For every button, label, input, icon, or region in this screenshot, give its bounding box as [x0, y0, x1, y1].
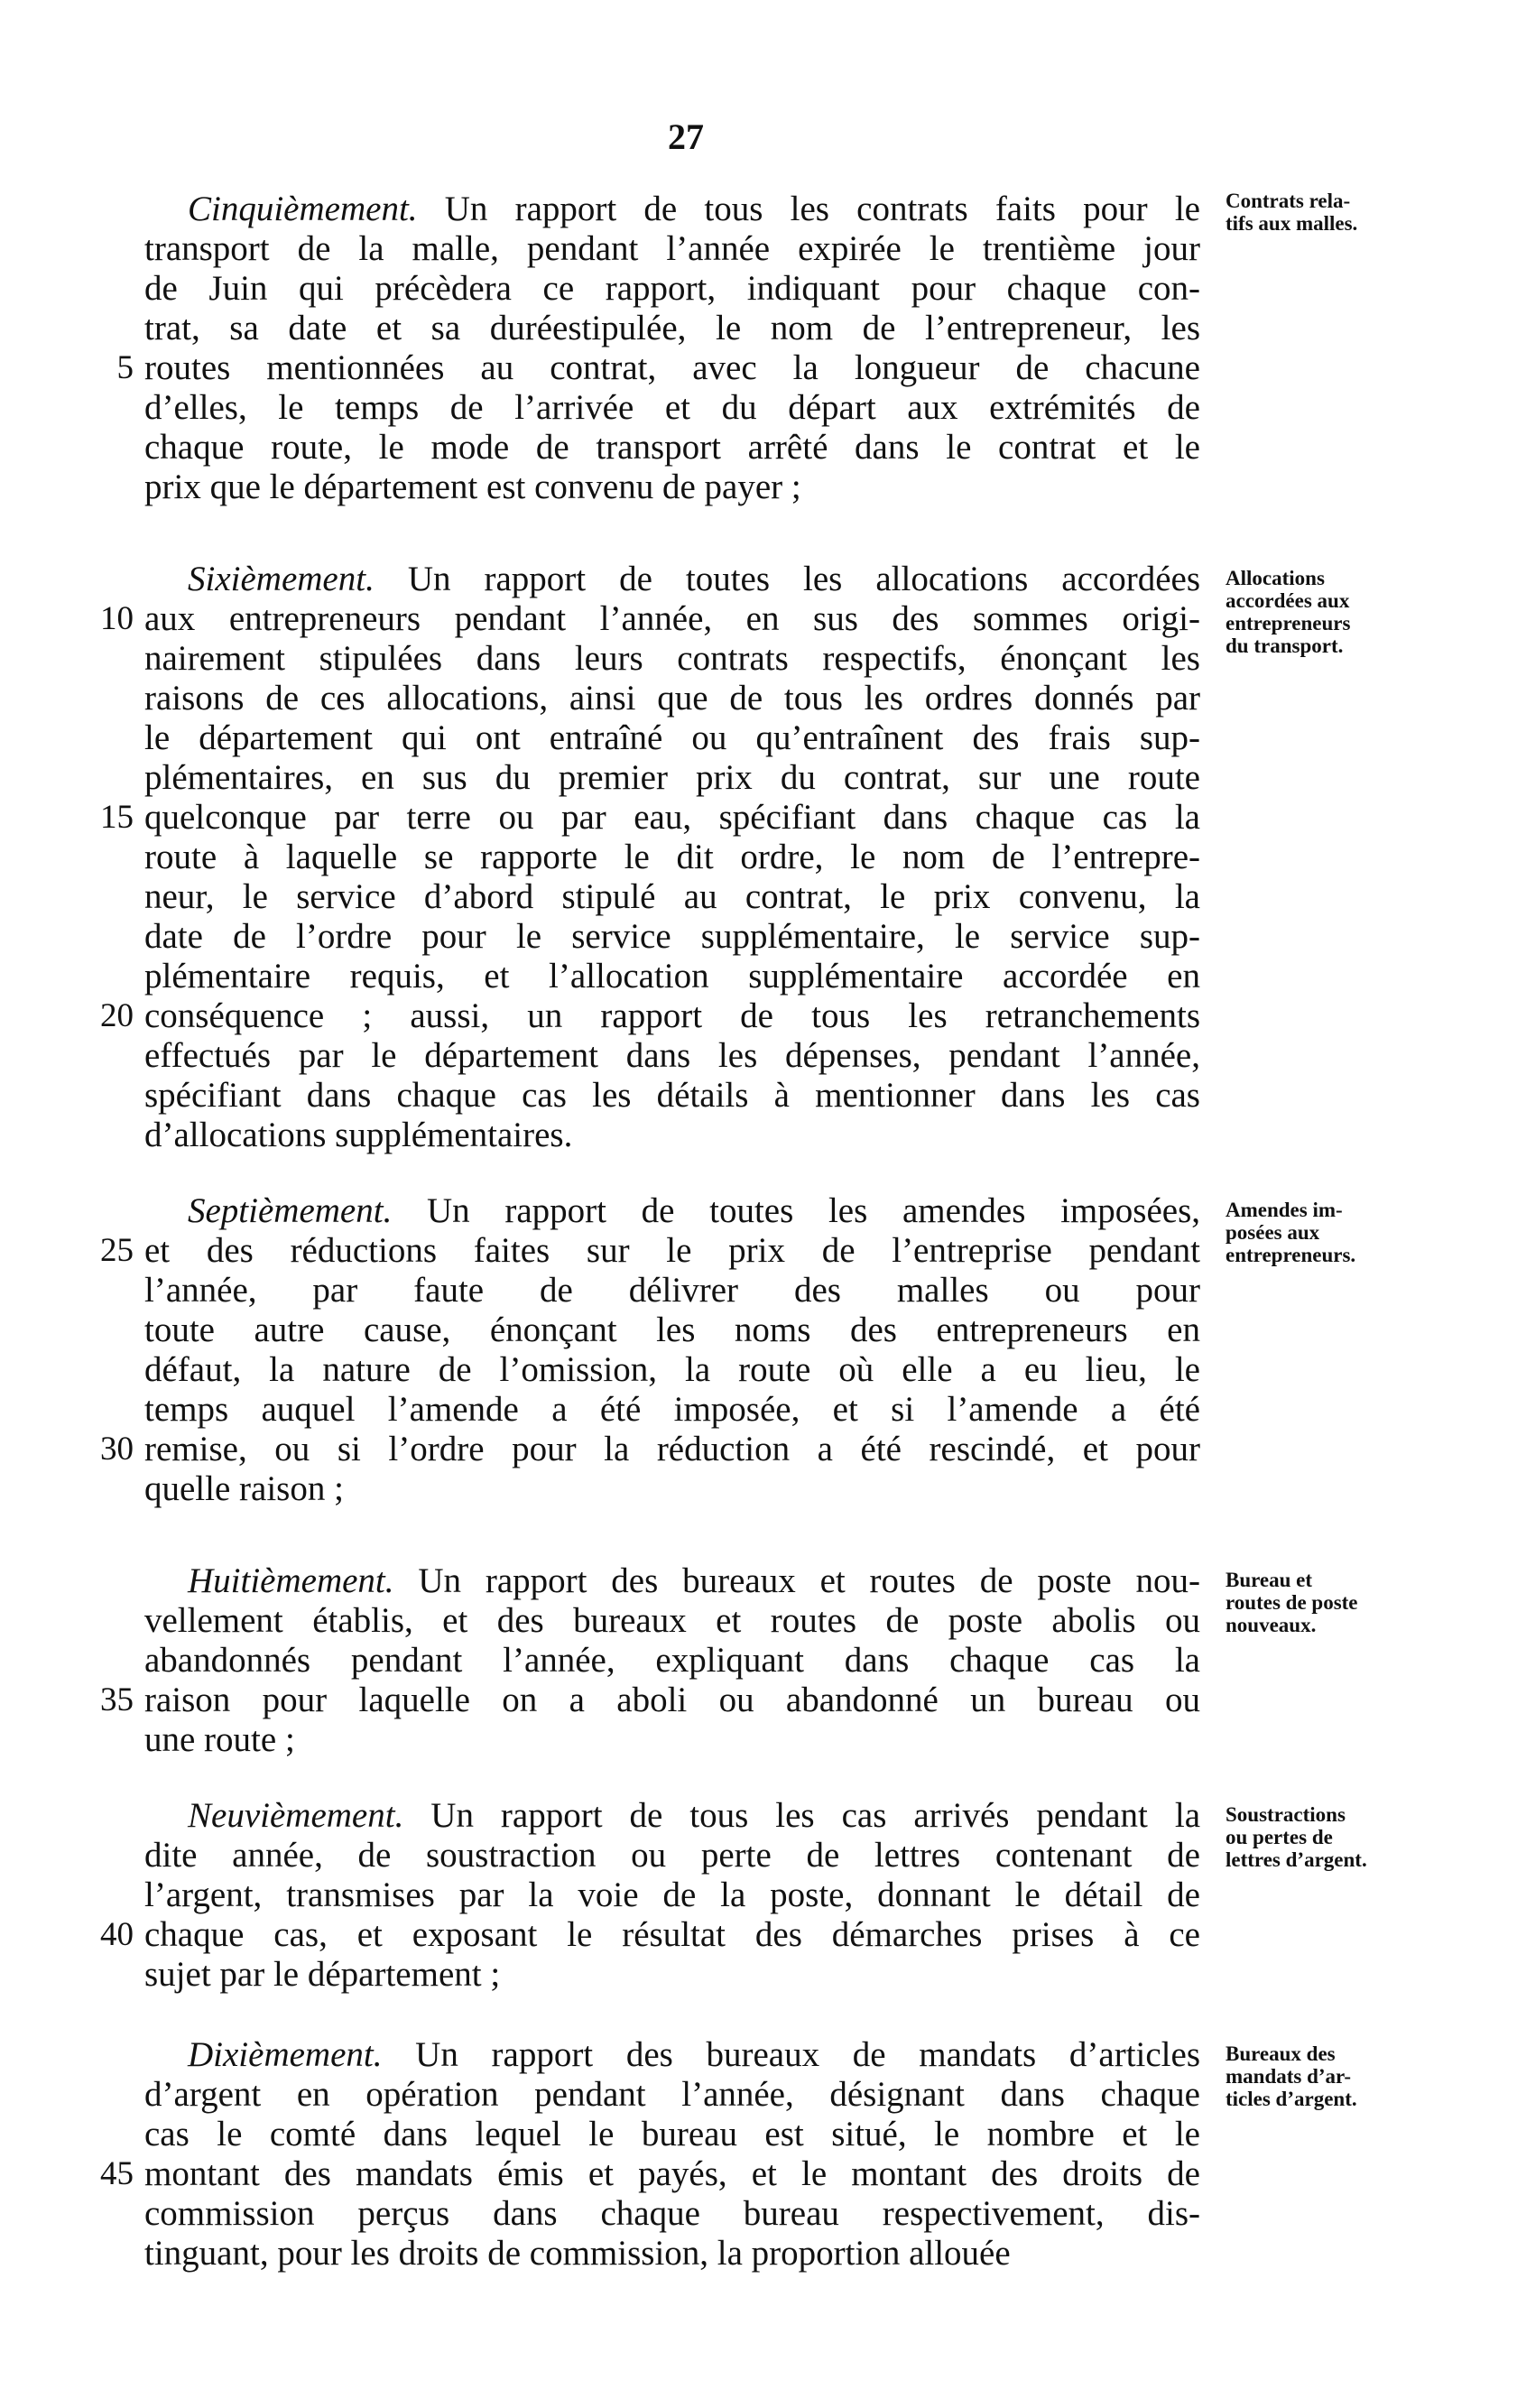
body-line: raisons de ces allocations, ainsi que de tous les ordres donnés par	[144, 679, 1200, 718]
body-line: chaque cas, et exposant le résultat des démarches prises à ce	[144, 1915, 1200, 1954]
body-line: neur, le service d’abord stipulé au contrat, le prix convenu, la	[144, 877, 1200, 916]
section-heading: Sixièmement.	[188, 560, 375, 598]
body-line: route à laquelle se rapporte le dit ordre, le nom de l’entrepre-	[144, 838, 1200, 876]
body-line: Dixièmement. Un rapport des bureaux de mandats d’articles	[188, 2035, 1200, 2074]
body-line: conséquence ; aussi, un rapport de tous les retranchements	[144, 996, 1200, 1035]
body-line: cas le comté dans lequel le bureau est situé, le nombre et le	[144, 2115, 1200, 2153]
line-number: 10	[100, 600, 134, 637]
body-line: vellement établis, et des bureaux et routes de poste abolis ou	[144, 1601, 1200, 1640]
margin-note-line: du transport.	[1226, 634, 1344, 657]
margin-note	[1226, 2042, 1487, 2110]
body-line: une route ;	[144, 1720, 295, 1759]
margin-note	[1226, 1199, 1487, 1266]
line-number: 30	[100, 1431, 134, 1468]
line-number: 20	[100, 997, 134, 1034]
margin-note-line: entrepreneurs.	[1226, 1244, 1356, 1266]
body-line: date de l’ordre pour le service supplémentaire, le service sup-	[144, 917, 1200, 956]
body-line: commission perçus dans chaque bureau respectivement, dis-	[144, 2194, 1200, 2233]
line-number: 5	[116, 349, 134, 386]
line-number: 35	[100, 1681, 134, 1718]
margin-note-line: Contrats rela-	[1226, 190, 1351, 212]
body-line: sujet par le département ;	[144, 1955, 501, 1994]
body-line: dite année, de soustraction ou perte de lettres contenant de	[144, 1836, 1200, 1875]
margin-note-line: Bureaux des	[1226, 2042, 1336, 2065]
section-heading: Cinquièmement.	[188, 190, 418, 228]
margin-note-line: routes de poste	[1226, 1591, 1358, 1614]
section-heading: Septièmement.	[188, 1191, 393, 1230]
body-line: raison pour laquelle on a aboli ou abandonné un bureau ou	[144, 1681, 1200, 1719]
body-line: temps auquel l’amende a été imposée, et si l’amende a été	[144, 1390, 1200, 1429]
body-line: chaque route, le mode de transport arrêté dans le contrat et le	[144, 428, 1200, 467]
body-line: l’argent, transmises par la voie de la poste, donnant le détail de	[144, 1875, 1200, 1914]
margin-note-line: Soustractions	[1226, 1803, 1346, 1826]
margin-note	[1226, 190, 1487, 235]
section-heading: Neuvièmement.	[188, 1796, 404, 1835]
body-line: d’argent en opération pendant l’année, désignant dans chaque	[144, 2075, 1200, 2114]
body-line: quelle raison ;	[144, 1469, 344, 1508]
body-line: nairement stipulées dans leurs contrats respectifs, énonçant les	[144, 639, 1200, 678]
margin-note-line: mandats d’ar-	[1226, 2065, 1352, 2088]
body-line: et des réductions faites sur le prix de l’entreprise pendant	[144, 1231, 1200, 1270]
body-line: plémentaires, en sus du premier prix du contrat, sur une route	[144, 758, 1200, 797]
section-heading: Huitièmement.	[188, 1561, 394, 1600]
body-line: effectués par le département dans les dépenses, pendant l’année,	[144, 1036, 1200, 1075]
section-heading: Dixièmement.	[188, 2035, 383, 2074]
margin-note	[1226, 1803, 1487, 1871]
body-line: de Juin qui précèdera ce rapport, indiquant pour chaque con-	[144, 269, 1200, 308]
margin-note-line: tifs aux malles.	[1226, 212, 1358, 235]
margin-note-line: nouveaux.	[1226, 1614, 1317, 1636]
body-line: défaut, la nature de l’omission, la route où elle a eu lieu, le	[144, 1350, 1200, 1389]
body-line: plémentaire requis, et l’allocation supplémentaire accordée en	[144, 957, 1200, 996]
line-number: 15	[100, 799, 134, 836]
body-line: routes mentionnées au contrat, avec la longueur de chacune	[144, 348, 1200, 387]
margin-note-line: ticles d’argent.	[1226, 2088, 1357, 2110]
body-line: d’elles, le temps de l’arrivée et du départ aux extrémités de	[144, 388, 1200, 427]
body-line: Cinquièmement. Un rapport de tous les contrats faits pour le	[188, 190, 1200, 228]
body-line: abandonnés pendant l’année, expliquant dans chaque cas la	[144, 1641, 1200, 1680]
body-line: aux entrepreneurs pendant l’année, en sus des sommes origi-	[144, 599, 1200, 638]
body-line: quelconque par terre ou par eau, spécifiant dans chaque cas la	[144, 798, 1200, 837]
margin-note-line: entrepreneurs	[1226, 612, 1351, 634]
margin-note-line: Allocations	[1226, 567, 1325, 589]
margin-note-line: accordées aux	[1226, 589, 1350, 612]
page-number: 27	[668, 116, 704, 157]
line-number: 40	[100, 1916, 134, 1953]
body-line: transport de la malle, pendant l’année expirée le trentième jour	[144, 229, 1200, 268]
body-line: toute autre cause, énonçant les noms des entrepreneurs en	[144, 1311, 1200, 1349]
body-line: trat, sa date et sa duréestipulée, le nom de l’entrepreneur, les	[144, 309, 1200, 347]
body-line: Neuvièmement. Un rapport de tous les cas arrivés pendant la	[188, 1796, 1200, 1835]
body-line: tinguant, pour les droits de commission, la proportion allouée	[144, 2234, 1011, 2273]
body-line: d’allocations supplémentaires.	[144, 1116, 573, 1154]
body-line: prix que le département est convenu de payer ;	[144, 468, 801, 506]
body-line: le département qui ont entraîné ou qu’entraînent des frais sup-	[144, 718, 1200, 757]
margin-note-line: lettres d’argent.	[1226, 1848, 1367, 1871]
body-line: Sixièmement. Un rapport de toutes les allocations accordées	[188, 560, 1200, 598]
margin-note-line: posées aux	[1226, 1221, 1320, 1244]
line-number: 45	[100, 2155, 134, 2192]
body-line: montant des mandats émis et payés, et le montant des droits de	[144, 2154, 1200, 2193]
body-line: Huitièmement. Un rapport des bureaux et routes de poste nou-	[188, 1561, 1200, 1600]
body-line: remise, ou si l’ordre pour la réduction a été rescindé, et pour	[144, 1430, 1200, 1468]
margin-note-line: Bureau et	[1226, 1569, 1313, 1591]
line-number: 25	[100, 1232, 134, 1269]
margin-note	[1226, 1569, 1487, 1636]
body-line: Septièmement. Un rapport de toutes les amendes imposées,	[188, 1191, 1200, 1230]
margin-note	[1226, 567, 1487, 657]
body-line: spécifiant dans chaque cas les détails à mentionner dans les cas	[144, 1076, 1200, 1115]
body-line: l’année, par faute de délivrer des malles ou pour	[144, 1271, 1200, 1310]
margin-note-line: ou pertes de	[1226, 1826, 1333, 1848]
margin-note-line: Amendes im-	[1226, 1199, 1343, 1221]
